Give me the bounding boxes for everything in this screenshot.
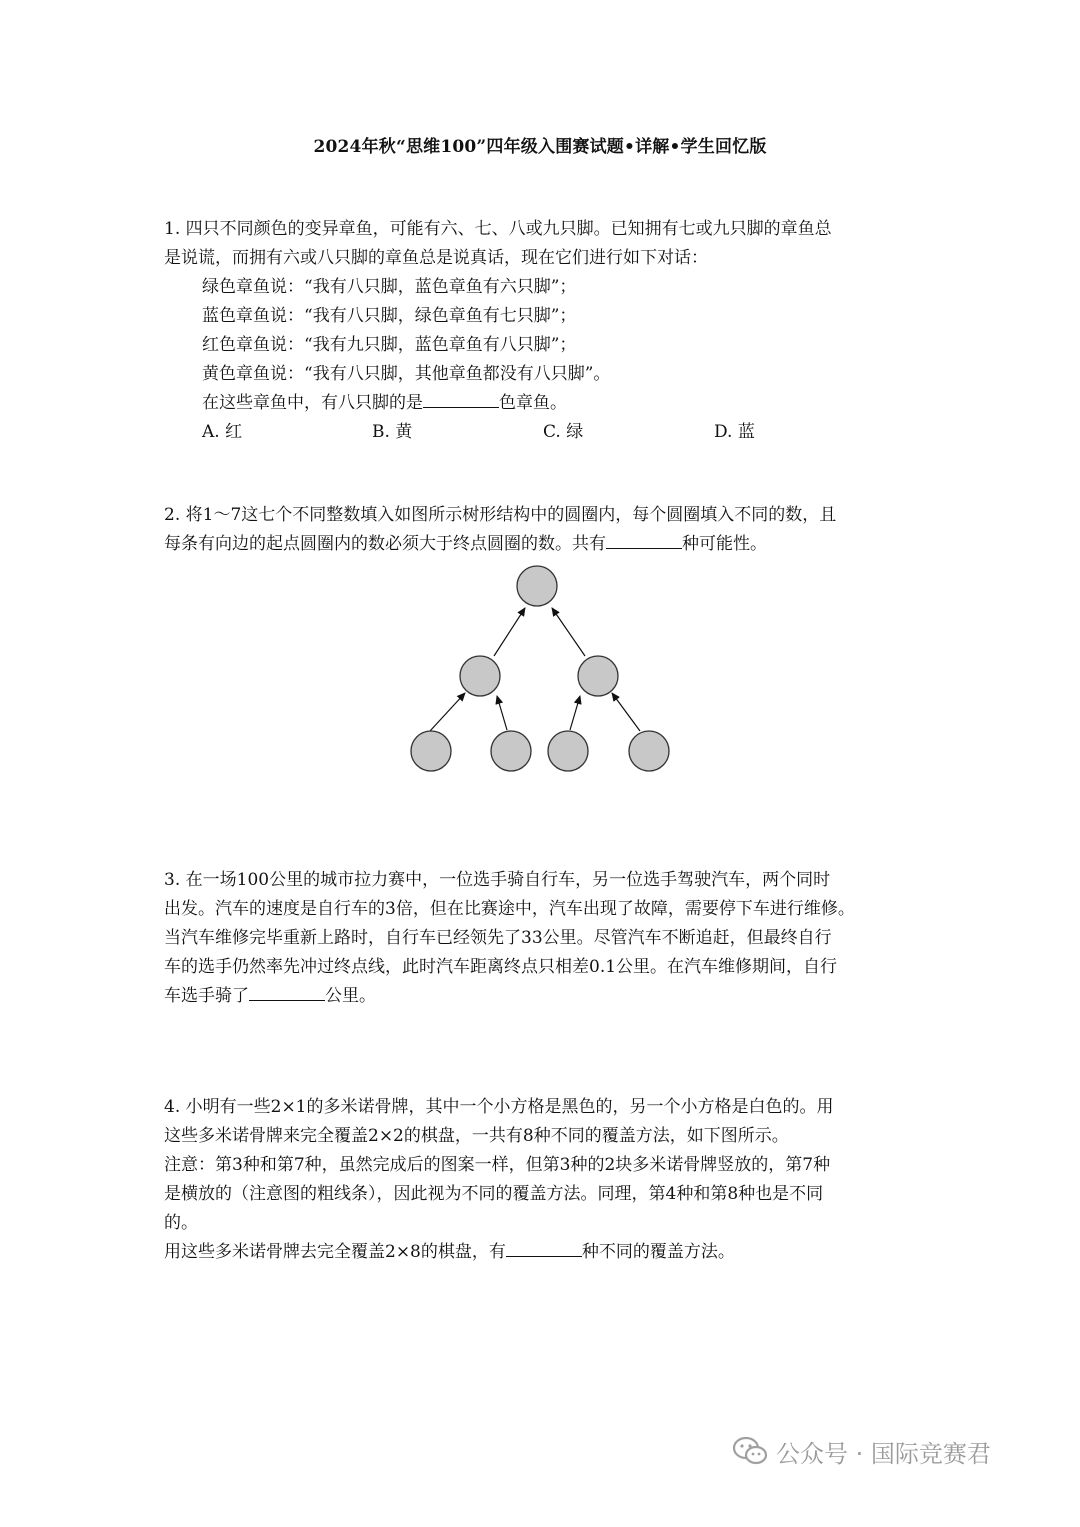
tree-node-mid-right xyxy=(578,656,618,696)
answer-blank xyxy=(423,389,499,408)
q4-line-6 xyxy=(164,1238,735,1266)
q3-line-5 xyxy=(164,982,376,1010)
tree-node-mid-left xyxy=(460,656,500,696)
tree-diagram xyxy=(400,556,680,782)
tree-edge-mid-left-to-root xyxy=(494,608,525,656)
tree-node-leaf-1 xyxy=(411,731,451,771)
q1-question-text: 在这些章鱼中，有八只脚的是 xyxy=(202,393,423,413)
tree-node-leaf-3 xyxy=(548,731,588,771)
q2-line-2 xyxy=(164,530,767,558)
tree-edge-leaf4-to-mid-right xyxy=(612,693,640,731)
tree-node-root xyxy=(517,566,557,606)
tree-edge-mid-right-to-root xyxy=(552,608,585,656)
q4-line-1: 4. 小明有一些2×1的多米诺骨牌，其中一个小方格是黑色的，另一个小方格是白色的。用 xyxy=(164,1097,834,1117)
q4-line-5: 的。 xyxy=(164,1213,198,1233)
q1-statement-yellow: 黄色章鱼说：“我有八只脚，其他章鱼都没有八只脚”。 xyxy=(202,364,611,384)
q1-option-d: D. 蓝 xyxy=(714,422,755,442)
q4-line-6-text: 用这些多米诺骨牌去完全覆盖2×8的棋盘，有 xyxy=(164,1242,506,1262)
q3-line-2: 出发。汽车的速度是自行车的3倍，但在比赛途中，汽车出现了故障，需要停下车进行维修。 xyxy=(164,899,855,919)
tree-edge-leaf1-to-mid-left xyxy=(430,693,465,731)
q1-question-suffix: 色章鱼。 xyxy=(499,393,567,413)
q3-line-4: 车的选手仍然率先冲过终点线，此时汽车距离终点只相差0.1公里。在汽车维修期间，自行 xyxy=(164,957,838,977)
q3-line-5-text: 车选手骑了 xyxy=(164,986,249,1006)
q2-line-2-text: 每条有向边的起点圆圈内的数必须大于终点圆圈的数。共有 xyxy=(164,534,606,554)
q4-line-6-suffix: 种不同的覆盖方法。 xyxy=(581,1242,735,1262)
q1-option-c: C. 绿 xyxy=(543,422,584,442)
answer-blank xyxy=(606,530,682,549)
watermark xyxy=(732,1431,991,1471)
q1-line-1: 1. 四只不同颜色的变异章鱼，可能有六、七、八或九只脚。已知拥有七或九只脚的章鱼总 xyxy=(164,219,832,239)
answer-blank xyxy=(249,982,325,1001)
q1-statement-blue: 蓝色章鱼说：“我有八只脚，绿色章鱼有七只脚”； xyxy=(202,306,577,326)
q3-line-5-suffix: 公里。 xyxy=(325,986,376,1006)
answer-blank xyxy=(506,1238,582,1257)
tree-edge xyxy=(461,568,517,582)
tree-edge-leaf3-to-mid-right xyxy=(570,696,580,730)
q4-line-2: 这些多米诺骨牌来完全覆盖2×2的棋盘，一共有8种不同的覆盖方法，如下图所示。 xyxy=(164,1126,789,1146)
q1-option-b: B. 黄 xyxy=(372,422,413,442)
watermark-text: 公众号 · 国际竞赛君 xyxy=(776,1439,991,1468)
tree-edge-leaf2-to-mid-left xyxy=(497,696,507,730)
tree-node-leaf-2 xyxy=(491,731,531,771)
q4-line-3: 注意：第3种和第7种，虽然完成后的图案一样，但第3种的2块多米诺骨牌竖放的，第7种 xyxy=(164,1155,831,1175)
q4-line-4: 是横放的（注意图的粗线条），因此视为不同的覆盖方法。同理，第4种和第8种也是不同 xyxy=(164,1184,824,1204)
q1-option-a: A. 红 xyxy=(202,422,243,442)
tree-node-leaf-4 xyxy=(629,731,669,771)
q2-line-1: 2. 将1～7这七个不同整数填入如图所示树形结构中的圆圈内，每个圆圈填入不同的数，且 xyxy=(164,505,837,525)
wechat-icon xyxy=(732,1435,768,1467)
q3-line-3: 当汽车维修完毕重新上路时，自行车已经领先了33公里。尽管汽车不断追赶，但最终自行 xyxy=(164,928,832,948)
q1-statement-green: 绿色章鱼说：“我有八只脚，蓝色章鱼有六只脚”； xyxy=(202,277,577,297)
q1-statement-red: 红色章鱼说：“我有九只脚，蓝色章鱼有八只脚”； xyxy=(202,335,577,355)
q2-line-2-suffix: 种可能性。 xyxy=(682,534,767,554)
q1-line-2: 是说谎，而拥有六或八只脚的章鱼总是说真话，现在它们进行如下对话： xyxy=(164,248,708,268)
q1-question xyxy=(202,389,567,417)
page-title: 2024年秋“思维100”四年级入围赛试题•详解•学生回忆版 xyxy=(313,137,767,157)
q3-line-1: 3. 在一场100公里的城市拉力赛中，一位选手骑自行车，另一位选手驾驶汽车，两个同时 xyxy=(164,870,831,890)
